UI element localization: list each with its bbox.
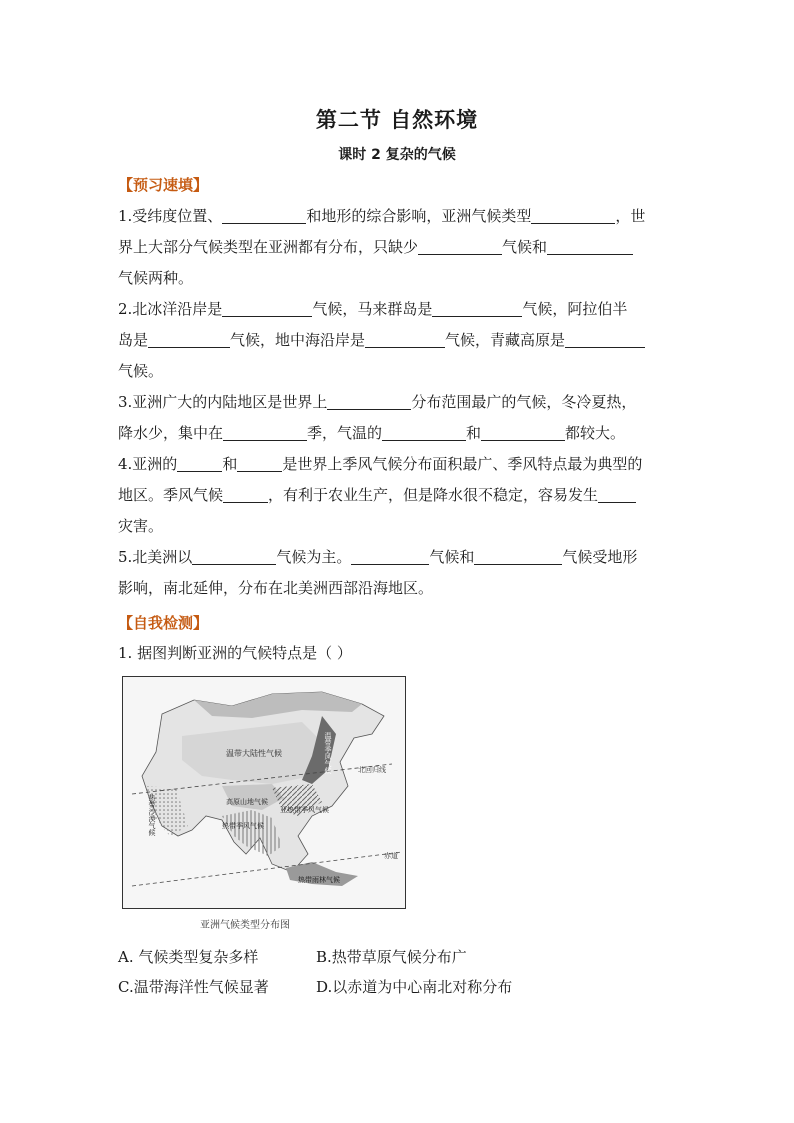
option-d[interactable]: D.以赤道为中心南北对称分布 (316, 978, 513, 996)
question-line (118, 263, 678, 294)
question-text: 气候和 (502, 238, 548, 256)
map-label-plateau: 高原山地气候 (226, 798, 268, 806)
option-b[interactable]: B.热带草原气候分布广 (316, 948, 467, 966)
answer-blank[interactable] (237, 454, 282, 472)
map-label-tropical-monsoon: 热带季风气候 (222, 822, 264, 830)
answer-blank[interactable] (192, 547, 276, 565)
map-label-desert: 热带沙漠气候 (148, 794, 156, 836)
question-text: 和地形的综合影响，亚洲气候类型 (306, 207, 532, 225)
question-text: 气候和 (429, 548, 475, 566)
question-text: 气候。 (118, 362, 164, 380)
answer-blank[interactable] (222, 206, 306, 224)
map-caption: 亚洲气候类型分布图 (200, 920, 290, 931)
question-text: 5.北美洲以 (118, 548, 193, 566)
answer-blank[interactable] (365, 330, 445, 348)
answer-blank[interactable] (547, 237, 633, 255)
map-label-subtropical: 亚热带季风气候 (280, 806, 329, 814)
question-line (118, 511, 678, 542)
asia-climate-map (122, 676, 406, 934)
question-line (118, 294, 678, 325)
question-text: 地区。季风气候 (118, 486, 224, 504)
question-line (118, 201, 678, 232)
question-text: 分布范围最广的气候，冬冷夏热， (411, 393, 637, 411)
map-label-continental: 温带大陆性气候 (226, 749, 282, 758)
question-line (118, 573, 678, 604)
question-text: ，世 (615, 207, 646, 225)
question-line (118, 356, 678, 387)
question-line (118, 480, 678, 511)
answer-blank[interactable] (531, 206, 615, 224)
answer-blank[interactable] (481, 423, 565, 441)
question-text: 气候两种。 (118, 269, 194, 287)
question-text: 界上大部分气候类型在亚洲都有分布，只缺少 (118, 238, 419, 256)
map-label-temperate-monsoon: 温带季风气候 (324, 732, 332, 774)
answer-blank[interactable] (432, 299, 522, 317)
question-text: 气候，青藏高原是 (445, 331, 566, 349)
question-text: 3.亚洲广大的内陆地区是世界上 (118, 393, 328, 411)
question-line (118, 542, 678, 573)
question-line (118, 449, 678, 480)
section-selfcheck-heading: 【自我检测】 (118, 614, 209, 632)
answer-blank[interactable] (565, 330, 645, 348)
question-line (118, 325, 678, 356)
question-line (118, 387, 678, 418)
question-text: 气候，马来群岛是 (312, 300, 433, 318)
answer-blank[interactable] (474, 547, 562, 565)
question-text: 4.亚洲的 (118, 455, 178, 473)
option-c[interactable]: C.温带海洋性气候显著 (118, 978, 269, 996)
question-text: 2.北冰洋沿岸是 (118, 300, 223, 318)
question-text: 影响，南北延伸，分布在北美洲西部沿海地区。 (118, 579, 434, 597)
question-text: 气候为主。 (276, 548, 352, 566)
question-text: 都较大。 (565, 424, 626, 442)
option-a[interactable]: A. 气候类型复杂多样 (118, 948, 259, 966)
question-line (118, 232, 678, 263)
question-text: 岛是 (118, 331, 149, 349)
question-text: 季，气温的 (307, 424, 383, 442)
answer-blank[interactable] (223, 423, 307, 441)
question-text: ，有利于农业生产，但是降水很不稳定，容易发生 (268, 486, 599, 504)
page-title: 第二节 自然环境 (315, 108, 479, 132)
answer-blank[interactable] (222, 299, 312, 317)
map-label-rainforest: 热带雨林气候 (298, 876, 340, 884)
question-text: 和 (222, 455, 238, 473)
question-text: 降水少，集中在 (118, 424, 224, 442)
answer-blank[interactable] (327, 392, 411, 410)
fill-in-questions (118, 201, 678, 604)
question-text: 气候，阿拉伯半 (522, 300, 628, 318)
question-text: 和 (466, 424, 482, 442)
question-text: 灾害。 (118, 517, 164, 535)
answer-blank[interactable] (177, 454, 222, 472)
question-text: 1.受纬度位置、 (118, 207, 223, 225)
answer-blank[interactable] (351, 547, 429, 565)
question-text: 气候，地中海沿岸是 (230, 331, 366, 349)
map-label-equator: 赤道 (384, 852, 398, 860)
answer-blank[interactable] (223, 485, 268, 503)
question-stem: 1. 据图判断亚洲的气候特点是（ ） (118, 644, 352, 662)
answer-blank[interactable] (598, 485, 636, 503)
lesson-subtitle: 课时 2 复杂的气候 (338, 147, 456, 163)
answer-blank[interactable] (418, 237, 502, 255)
question-text: 气候受地形 (562, 548, 638, 566)
map-label-tropic: 北回归线 (358, 766, 386, 774)
section-preview-heading: 【预习速填】 (118, 176, 209, 194)
answer-blank[interactable] (382, 423, 466, 441)
answer-blank[interactable] (148, 330, 230, 348)
question-line (118, 418, 678, 449)
question-text: 是世界上季风气候分布面积最广、季风特点最为典型的 (282, 455, 643, 473)
